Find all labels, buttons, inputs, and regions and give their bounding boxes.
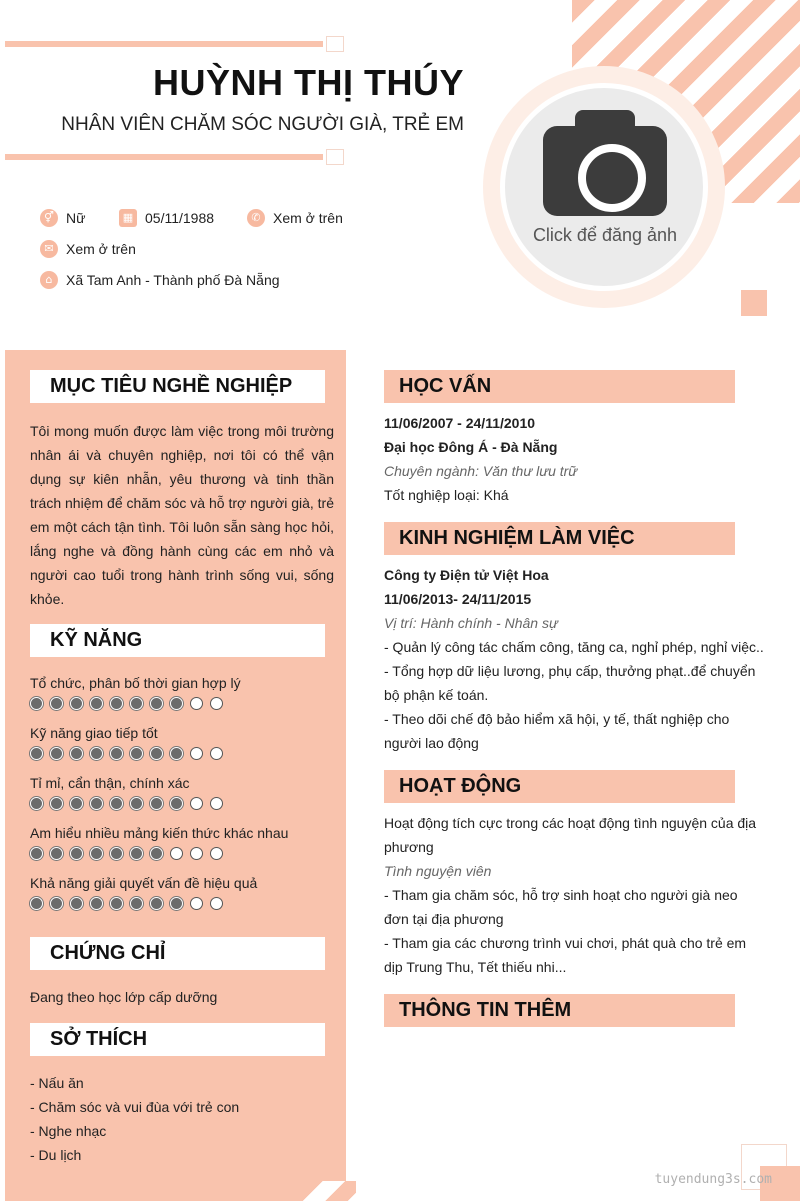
calendar-icon: ▦ — [119, 209, 137, 227]
rating-dot-filled — [150, 747, 163, 760]
rating-dot-filled — [50, 897, 63, 910]
rating-dot-filled — [150, 697, 163, 710]
photo-upload-label[interactable]: Click để đăng ảnh — [532, 225, 678, 245]
rating-dot-filled — [130, 697, 143, 710]
activities-heading: HOẠT ĐỘNG — [384, 770, 735, 803]
skill-item — [30, 775, 330, 825]
hobby-item: - Nghe nhạc — [30, 1123, 107, 1139]
skill-rating — [30, 847, 330, 860]
decor-line-bottom — [5, 154, 323, 160]
activity-item: - Tham gia các chương trình vui chơi, phát quà cho trẻ em dịp Trung Thu, Tết thiếu nhi... — [384, 935, 747, 975]
job-title: NHÂN VIÊN CHĂM SÓC NGƯỜI GIÀ, TRẺ EM — [61, 114, 464, 135]
skill-label: Am hiểu nhiều mảng kiến thức khác nhau — [30, 825, 289, 841]
rating-dot-empty — [210, 847, 223, 860]
rating-dot-filled — [110, 897, 123, 910]
hobbies-list — [30, 1071, 330, 1167]
experience-duty: - Theo dõi chế độ bảo hiểm xã hội, y tế, thất nghiệp cho người lao động — [384, 711, 730, 751]
rating-dot-filled — [70, 847, 83, 860]
rating-dot-filled — [110, 697, 123, 710]
rating-dot-filled — [90, 797, 103, 810]
education-school: Đại học Đông Á - Đà Nẵng — [384, 439, 558, 455]
rating-dot-filled — [150, 897, 163, 910]
extra-info-heading: THÔNG TIN THÊM — [384, 994, 735, 1027]
activities-block — [384, 811, 766, 979]
activity-item: - Tham gia chăm sóc, hỗ trợ sinh hoạt cho người già neo đơn tại địa phương — [384, 887, 738, 927]
skill-item — [30, 675, 330, 725]
address-value: Xã Tam Anh - Thành phố Đà Nẵng — [66, 272, 280, 288]
education-major: Chuyên ngành: Văn thư lưu trữ — [384, 463, 578, 479]
camera-lens-icon — [578, 144, 646, 212]
skill-item — [30, 875, 330, 925]
skill-item — [30, 725, 330, 775]
rating-dot-empty — [190, 797, 203, 810]
rating-dot-filled — [50, 747, 63, 760]
rating-dot-filled — [50, 697, 63, 710]
experience-block — [384, 563, 769, 755]
rating-dot-filled — [130, 797, 143, 810]
experience-period: 11/06/2013- 24/11/2015 — [384, 591, 532, 607]
experience-company: Công ty Điện tử Việt Hoa — [384, 567, 549, 583]
experience-duty: - Tổng hợp dữ liệu lương, phụ cấp, thưởng phạt..để chuyển bộ phận kế toán. — [384, 663, 756, 703]
email-icon: ✉ — [40, 240, 58, 258]
rating-dot-empty — [190, 697, 203, 710]
activities-role: Tình nguyện viên — [384, 863, 492, 879]
rating-dot-filled — [170, 897, 183, 910]
rating-dot-filled — [110, 747, 123, 760]
rating-dot-filled — [70, 897, 83, 910]
certs-text: Đang theo học lớp cấp dưỡng — [30, 989, 218, 1005]
rating-dot-empty — [210, 797, 223, 810]
email-value: Xem ở trên — [66, 241, 136, 257]
skill-label: Tỉ mỉ, cẩn thận, chính xác — [30, 775, 190, 791]
skill-label: Khả năng giải quyết vấn đề hiệu quả — [30, 875, 258, 891]
rating-dot-filled — [30, 747, 43, 760]
skill-rating — [30, 747, 330, 760]
activities-intro: Hoạt động tích cực trong các hoạt động tình nguyện của địa phương — [384, 815, 757, 855]
experience-duty: - Quản lý công tác chấm công, tăng ca, nghỉ phép, nghỉ việc.. — [384, 639, 764, 655]
decor-line-top — [5, 41, 323, 47]
hobbies-heading: SỞ THÍCH — [30, 1023, 325, 1056]
rating-dot-filled — [30, 697, 43, 710]
skill-rating — [30, 897, 330, 910]
rating-dot-filled — [130, 847, 143, 860]
objective-heading: MỤC TIÊU NGHỀ NGHIỆP — [30, 370, 325, 403]
rating-dot-filled — [130, 897, 143, 910]
rating-dot-filled — [90, 847, 103, 860]
decor-square — [741, 290, 767, 316]
skills-list — [30, 675, 330, 925]
rating-dot-filled — [170, 747, 183, 760]
rating-dot-filled — [50, 797, 63, 810]
info-gender — [40, 209, 85, 227]
rating-dot-empty — [210, 747, 223, 760]
skill-label: Kỹ năng giao tiếp tốt — [30, 725, 158, 741]
rating-dot-empty — [190, 747, 203, 760]
rating-dot-filled — [30, 797, 43, 810]
rating-dot-filled — [90, 897, 103, 910]
info-phone — [247, 209, 343, 227]
decor-stripes-bottom — [300, 1181, 356, 1201]
decor-mask — [725, 203, 800, 243]
gender-value: Nữ — [66, 210, 86, 226]
skill-label: Tổ chức, phân bố thời gian hợp lý — [30, 675, 241, 691]
rating-dot-filled — [70, 697, 83, 710]
hobby-item: - Du lịch — [30, 1147, 82, 1163]
experience-position: Vị trí: Hành chính - Nhân sự — [384, 615, 558, 631]
rating-dot-filled — [150, 797, 163, 810]
skill-item — [30, 825, 330, 875]
rating-dot-filled — [70, 747, 83, 760]
decor-box-bottom — [326, 149, 344, 165]
experience-heading: KINH NGHIỆM LÀM VIỆC — [384, 522, 735, 555]
certs-heading: CHỨNG CHỈ — [30, 937, 325, 970]
skills-heading: KỸ NĂNG — [30, 624, 325, 657]
rating-dot-empty — [210, 697, 223, 710]
rating-dot-filled — [90, 747, 103, 760]
rating-dot-filled — [130, 747, 143, 760]
rating-dot-empty — [190, 897, 203, 910]
phone-value: Xem ở trên — [273, 210, 343, 226]
rating-dot-filled — [30, 897, 43, 910]
rating-dot-filled — [90, 697, 103, 710]
education-period: 11/06/2007 - 24/11/2010 — [384, 415, 536, 431]
dob-value: 05/11/1988 — [145, 210, 215, 226]
education-grade: Tốt nghiệp loại: Khá — [384, 487, 509, 503]
rating-dot-filled — [50, 847, 63, 860]
info-address — [40, 271, 280, 289]
hobby-item: - Nấu ăn — [30, 1075, 84, 1091]
rating-dot-empty — [190, 847, 203, 860]
objective-text: Tôi mong muốn được làm việc trong môi trường nhân ái và chuyên nghiệp, nơi tôi có thể vận dụng sự kiên nhẫn, yêu thương và tinh thần trách nhiệm để chăm sóc và hỗ trợ người già, trẻ em một cách tận tình. Tôi luôn sẵn sàng học hỏi, lắng nghe và đồng hành cùng các em nhỏ và người cao tuổi trong hành trình sống vui, sống khỏe. — [30, 423, 334, 607]
info-dob — [119, 209, 214, 227]
info-email — [40, 240, 136, 258]
rating-dot-filled — [30, 847, 43, 860]
education-heading: HỌC VẤN — [384, 370, 735, 403]
rating-dot-empty — [210, 897, 223, 910]
home-icon: ⌂ — [40, 271, 58, 289]
skill-rating — [30, 697, 330, 710]
rating-dot-filled — [170, 797, 183, 810]
rating-dot-filled — [150, 847, 163, 860]
gender-icon: ⚥ — [40, 209, 58, 227]
rating-dot-empty — [170, 847, 183, 860]
brand-watermark: tuyendung3s.com — [654, 1172, 772, 1187]
rating-dot-filled — [110, 847, 123, 860]
candidate-name: HUỲNH THỊ THÚY — [153, 62, 464, 103]
rating-dot-filled — [170, 697, 183, 710]
education-block — [384, 411, 769, 507]
hobby-item: - Chăm sóc và vui đùa với trẻ con — [30, 1099, 240, 1115]
phone-icon: ✆ — [247, 209, 265, 227]
skill-rating — [30, 797, 330, 810]
rating-dot-filled — [70, 797, 83, 810]
rating-dot-filled — [110, 797, 123, 810]
decor-box-top — [326, 36, 344, 52]
